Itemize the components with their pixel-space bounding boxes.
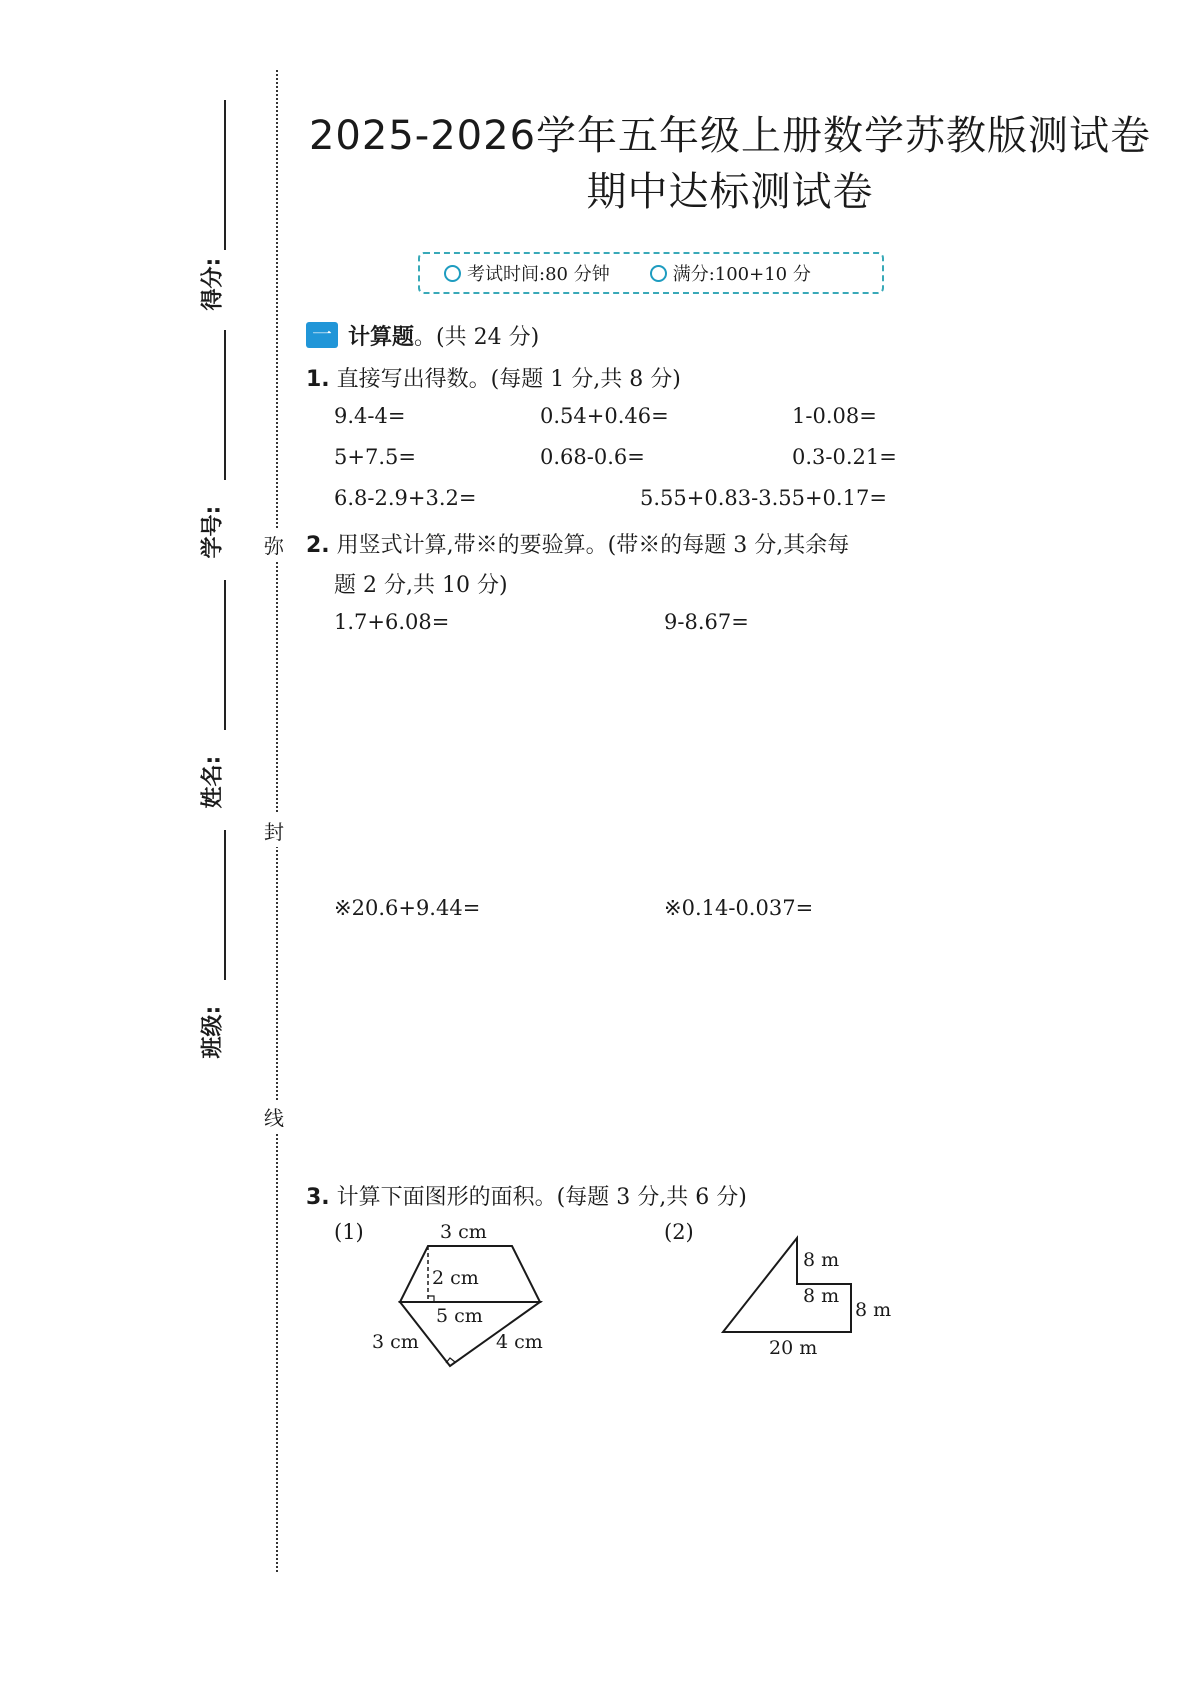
exam-info-box [418, 252, 884, 294]
clock-icon [444, 265, 461, 282]
name-label: 姓名: [200, 755, 226, 809]
fig1-right-leg-label: 4 cm [496, 1331, 543, 1353]
score-label: 得分: [200, 257, 226, 311]
seal-char-feng: 封 [264, 814, 284, 847]
vertical-calc-2: 9-8.67= [664, 610, 749, 634]
section-title: 计算题。(共 24 分) [348, 325, 540, 350]
class-line [224, 830, 226, 980]
id-label: 学号: [200, 505, 226, 559]
expr-1-4: 5+7.5= [334, 445, 416, 469]
expr-1-8: 5.55+0.83-3.55+0.17= [640, 486, 887, 510]
question-2-cont: 题 2 分,共 10 分) [334, 573, 508, 598]
vertical-calc-4: ※0.14-0.037= [664, 896, 814, 920]
seal-char-xian: 线 [264, 1100, 284, 1133]
expr-1-7: 6.8-2.9+3.2= [334, 486, 477, 510]
expr-1-1: 9.4-4= [334, 404, 406, 428]
class-label: 班级: [200, 1005, 226, 1059]
score-line [224, 100, 226, 250]
figure-2-composite [715, 1220, 915, 1370]
full-score [650, 260, 811, 286]
expr-1-5: 0.68-0.6= [540, 445, 645, 469]
seal-char-mi: 弥 [264, 528, 284, 561]
vertical-calc-3: ※20.6+9.44= [334, 896, 481, 920]
fig2-step-label: 8 m [803, 1285, 840, 1307]
check-circle-icon [650, 265, 667, 282]
fig2-top-vertical-label: 8 m [803, 1249, 840, 1271]
fig1-height-label: 2 cm [432, 1267, 479, 1289]
full-score-text: 满分:100+10 分 [672, 264, 811, 285]
page-title: 2025-2026学年五年级上册数学苏教版测试卷 [308, 113, 1152, 159]
fig1-base-label: 5 cm [436, 1305, 483, 1327]
page-subtitle: 期中达标测试卷 [586, 169, 874, 215]
fig2-bottom-label: 20 m [769, 1337, 818, 1359]
question-1: 1. 直接写出得数。(每题 1 分,共 8 分) [306, 367, 681, 392]
question-2: 2. 用竖式计算,带※的要验算。(带※的每题 3 分,其余每 [306, 533, 850, 558]
figure-2-label: (2) [664, 1220, 694, 1244]
name-line [224, 580, 226, 730]
expr-1-2: 0.54+0.46= [540, 404, 669, 428]
fig1-left-leg-label: 3 cm [372, 1331, 419, 1353]
fig2-right-vertical-label: 8 m [855, 1299, 892, 1321]
figure-1-label: (1) [334, 1220, 364, 1244]
expr-1-6: 0.3-0.21= [792, 445, 897, 469]
question-3: 3. 计算下面图形的面积。(每题 3 分,共 6 分) [306, 1185, 747, 1210]
figure-1-trapezoid-triangle [360, 1220, 560, 1380]
vertical-calc-1: 1.7+6.08= [334, 610, 450, 634]
expr-1-3: 1-0.08= [792, 404, 877, 428]
exam-time-text: 考试时间:80 分钟 [467, 264, 610, 285]
exam-time [444, 260, 610, 286]
id-line [224, 330, 226, 480]
fig1-top-label: 3 cm [440, 1221, 487, 1243]
section-number: 一 [306, 322, 338, 348]
